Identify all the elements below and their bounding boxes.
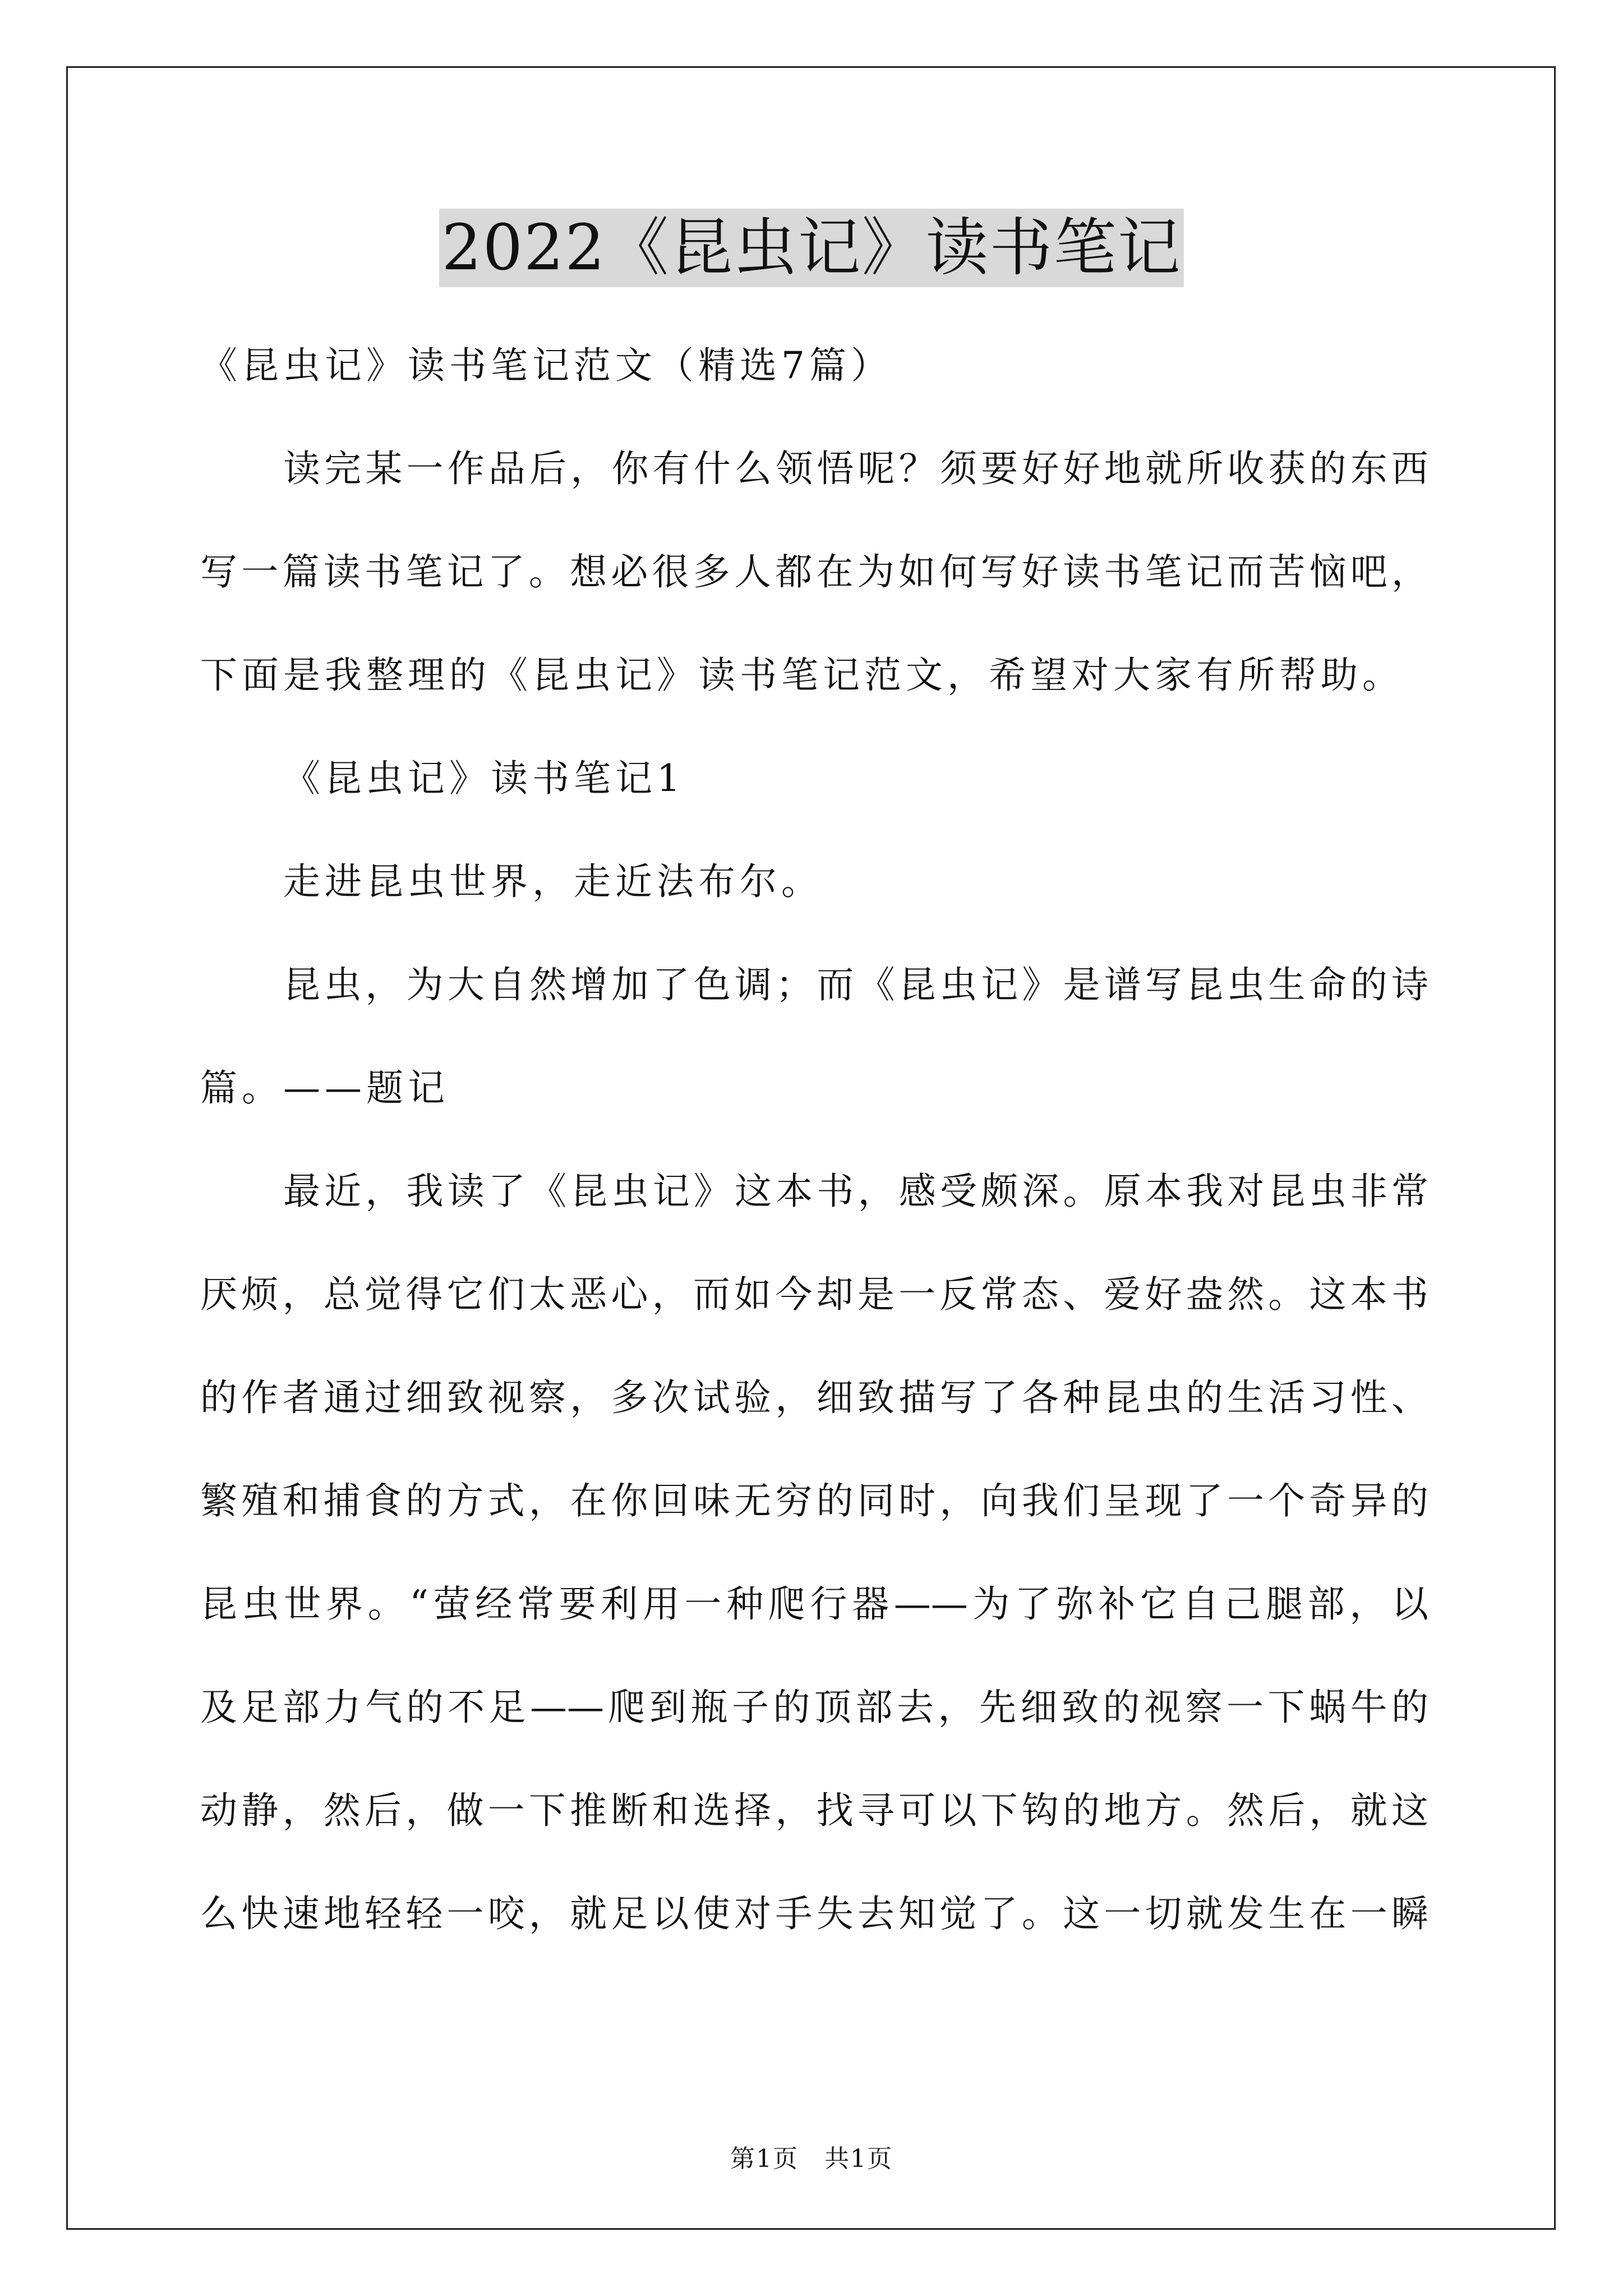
paragraph-line: 动静，然后，做一下推断和选择，找寻可以下钩的地方。然后，就这 — [200, 1789, 1428, 1832]
paragraph-line: 的作者通过细致视察，多次试验，细致描写了各种昆虫的生活习性、 — [200, 1376, 1428, 1419]
paragraph-line: 及足部力气的不足——爬到瓶子的顶部去，先细致的视察一下蜗牛的 — [200, 1686, 1428, 1729]
paragraph-line: 繁殖和捕食的方式，在你回味无穷的同时，向我们呈现了一个奇异的 — [200, 1479, 1428, 1522]
paragraph-line: 昆虫世界。“萤经常要利用一种爬行器——为了弥补它自己腿部，以 — [200, 1582, 1428, 1626]
page-footer: 第1页 共1页 — [730, 2145, 893, 2173]
paragraph-line: 走进昆虫世界，走近法布尔。 — [283, 860, 823, 903]
paragraph-line: 昆虫，为大自然增加了色调；而《昆虫记》是谱写昆虫生命的诗 — [283, 963, 1428, 1006]
paragraph-line: 写一篇读书笔记了。想必很多人都在为如何写好读书笔记而苦恼吧， — [200, 550, 1428, 593]
document-title: 2022《昆虫记》读书笔记 — [439, 209, 1183, 287]
section-heading: 《昆虫记》读书笔记1 — [283, 757, 685, 800]
paragraph-line: 下面是我整理的《昆虫记》读书笔记范文，希望对大家有所帮助。 — [200, 654, 1404, 697]
paragraph-line: 厌烦，总觉得它们太恶心，而如今却是一反常态、爱好盎然。这本书 — [200, 1273, 1428, 1316]
paragraph-line: 篇。——题记 — [200, 1066, 449, 1110]
title-container — [0, 209, 1623, 287]
paragraph-line: 么快速地轻轻一咬，就足以使对手失去知觉了。这一切就发生在一瞬 — [200, 1892, 1428, 1935]
document-body — [200, 314, 1428, 1966]
subtitle-line: 《昆虫记》读书笔记范文（精选7篇） — [200, 344, 892, 387]
paragraph-line: 最近，我读了《昆虫记》这本书，感受颇深。原本我对昆虫非常 — [283, 1170, 1428, 1213]
paragraph-line: 读完某一作品后，你有什么领悟呢？须要好好地就所收获的东西 — [283, 447, 1428, 490]
